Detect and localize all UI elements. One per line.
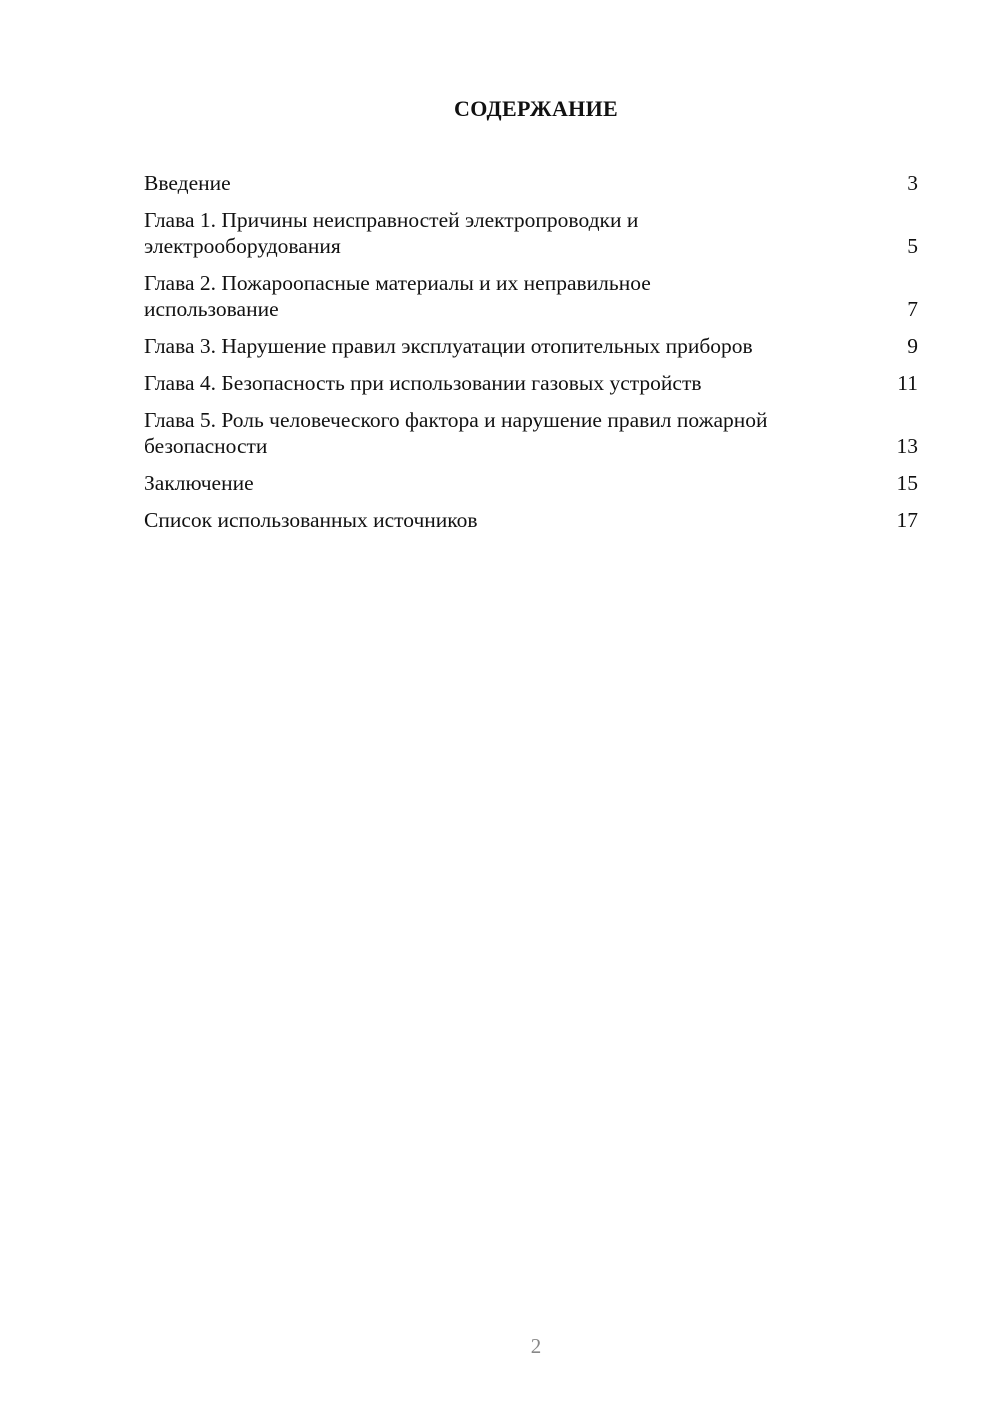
toc-entry-title: Глава 5. Роль человеческого фактора и нарушение правил пожарной безопасности xyxy=(144,408,768,458)
toc-entry-chapter-2 xyxy=(144,270,918,322)
toc-entry-title: Глава 3. Нарушение правил эксплуатации отопительных приборов xyxy=(144,334,753,358)
toc-entry-conclusion xyxy=(144,470,918,496)
toc-entry-title: Глава 4. Безопасность при использовании газовых устройств xyxy=(144,371,702,395)
toc-entry-chapter-1 xyxy=(144,207,918,259)
toc-entry-page: 17 xyxy=(896,508,918,532)
toc-entry-title: Глава 2. Пожароопасные материалы и их неправильное использование xyxy=(144,271,651,321)
page-number: 2 xyxy=(530,1334,542,1358)
toc-entry-title: Глава 1. Причины неисправностей электропроводки и электрооборудования xyxy=(144,208,639,258)
toc-entry-chapter-4 xyxy=(144,370,918,396)
toc-entry-introduction xyxy=(144,170,918,196)
toc-entry-title: Заключение xyxy=(144,471,254,495)
page-title: СОДЕРЖАНИЕ xyxy=(454,96,618,121)
toc-entry-title: Введение xyxy=(144,171,231,195)
toc-entry-page: 15 xyxy=(896,471,918,495)
toc-entry-page: 7 xyxy=(907,297,918,321)
toc-entry-page: 3 xyxy=(907,171,918,195)
toc-entry-page: 13 xyxy=(896,434,918,458)
toc-entry-references xyxy=(144,507,918,533)
toc-entry-page: 11 xyxy=(897,371,918,395)
toc-entry-chapter-3 xyxy=(144,333,918,359)
table-of-contents xyxy=(144,170,918,544)
toc-entry-page: 5 xyxy=(907,234,918,258)
toc-entry-chapter-5 xyxy=(144,407,918,459)
toc-entry-page: 9 xyxy=(907,334,918,358)
toc-entry-title: Список использованных источников xyxy=(144,508,478,532)
